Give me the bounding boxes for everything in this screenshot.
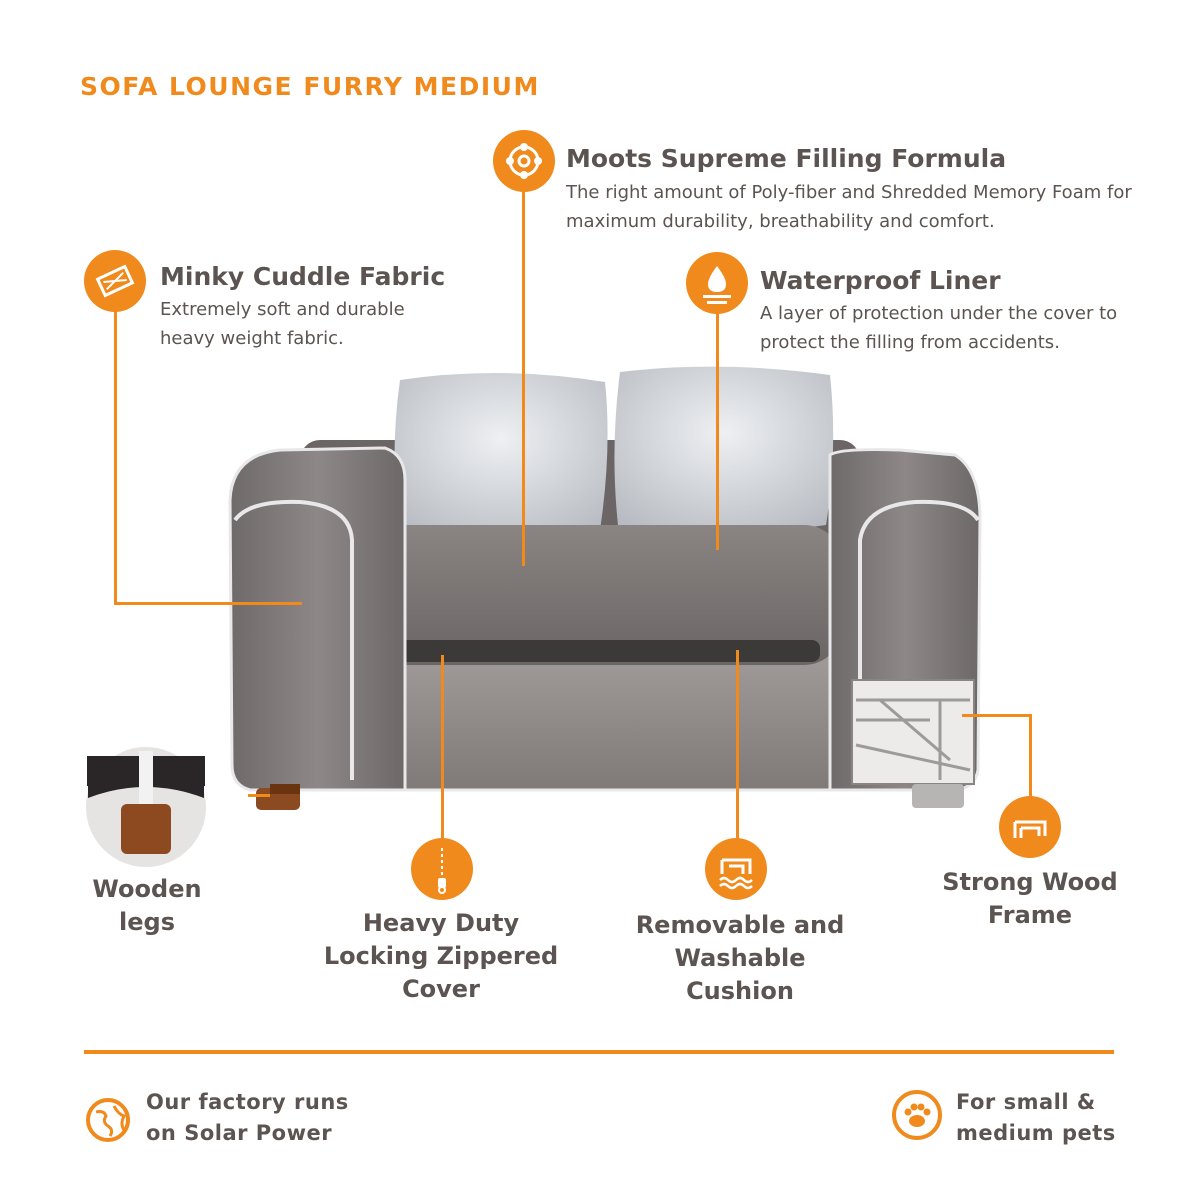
paw-icon — [890, 1088, 944, 1142]
water-drop-icon — [686, 252, 748, 314]
filling-title: Moots Supreme Filling Formula — [566, 144, 1007, 173]
legs-line — [248, 794, 270, 797]
solar-text: Our factory runs on Solar Power — [146, 1090, 349, 1145]
fabric-line-h — [114, 602, 302, 605]
liner-desc: A layer of protection under the cover to protect the filling from accidents. — [760, 303, 1118, 353]
liner-line — [716, 310, 719, 550]
frame-icon — [999, 796, 1061, 858]
legs-label: Wooden legs — [92, 875, 202, 936]
footer-divider — [84, 1050, 1114, 1054]
fabric-desc: Extremely soft and durable heavy weight fabric. — [160, 299, 405, 349]
fabric-line-v — [114, 310, 117, 604]
fabric-title: Minky Cuddle Fabric — [160, 262, 446, 291]
zipper-label: Heavy Duty Locking Zippered Cover — [323, 909, 559, 1003]
zipper-icon — [411, 838, 473, 900]
frame-label: Strong Wood Frame — [942, 868, 1118, 929]
fabric-icon — [84, 250, 146, 312]
liner-title: Waterproof Liner — [760, 266, 1001, 295]
wooden-leg-detail — [85, 746, 207, 868]
zipper-line — [441, 655, 444, 843]
frame-line-v — [1029, 714, 1032, 800]
flower-icon — [493, 130, 555, 192]
cushion-line — [736, 650, 739, 840]
cushion-label: Removable and Washable Cushion — [635, 911, 845, 1005]
globe-icon — [84, 1096, 132, 1144]
washable-icon — [705, 838, 767, 900]
filling-line — [522, 186, 525, 566]
frame-line-h — [962, 714, 1032, 717]
filling-desc: The right amount of Poly-fiber and Shredded Memory Foam for maximum durability, breathability and comfort. — [566, 182, 1132, 232]
pets-text: For small & medium pets — [956, 1090, 1116, 1145]
page-title: SOFA LOUNGE FURRY MEDIUM — [80, 72, 540, 101]
